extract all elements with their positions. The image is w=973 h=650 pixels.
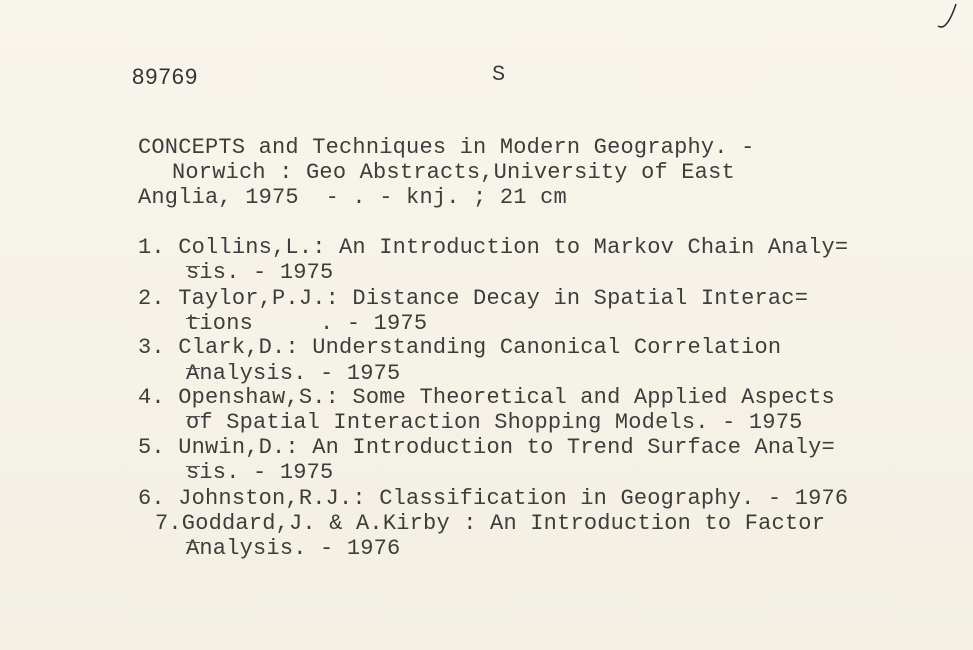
entry-3-line-2: Analysis. - 1975 [186,361,401,386]
entry-1-line-2: sis. - 1975 [186,260,334,285]
underline-mark [186,416,200,417]
entry-3-line-1: 3. Clark,D.: Understanding Canonical Correlation [138,335,782,360]
entry-1-line-1: 1. Collins,L.: An Introduction to Markov Chain Analy= [138,235,849,260]
entry-5-line-2: sis. - 1975 [186,460,334,485]
title-line-3: Anglia, 1975 - . - knj. ; 21 cm [138,185,567,210]
shelf-mark: S [492,62,506,87]
underline-mark [186,466,200,467]
title-line-1: CONCEPTS and Techniques in Modern Geography. - [138,135,755,160]
entry-4-line-1: 4. Openshaw,S.: Some Theoretical and Applied Aspects [138,385,835,410]
underline-mark [186,368,200,369]
underline-mark [186,318,200,319]
entry-7-line-1: 7.Goddard,J. & A.Kirby : An Introduction to Factor [155,511,826,536]
checkmark-icon [934,0,960,34]
title-line-2: Norwich : Geo Abstracts,University of East [172,160,735,185]
entry-6-line-1: 6. Johnston,R.J.: Classification in Geography. - 1976 [138,486,849,511]
accession-number: 89769 [132,64,199,89]
underline-mark [186,266,200,267]
entry-2-line-2: tions . - 1975 [186,311,428,336]
underline-mark [186,542,200,543]
entry-5-line-1: 5. Unwin,D.: An Introduction to Trend Surface Analy= [138,435,835,460]
entry-4-line-2: of Spatial Interaction Shopping Models. - 1975 [186,410,803,435]
entry-2-line-1: 2. Taylor,P.J.: Distance Decay in Spatial Interac= [138,286,809,311]
entry-7-line-2: Analysis. - 1976 [186,536,401,561]
